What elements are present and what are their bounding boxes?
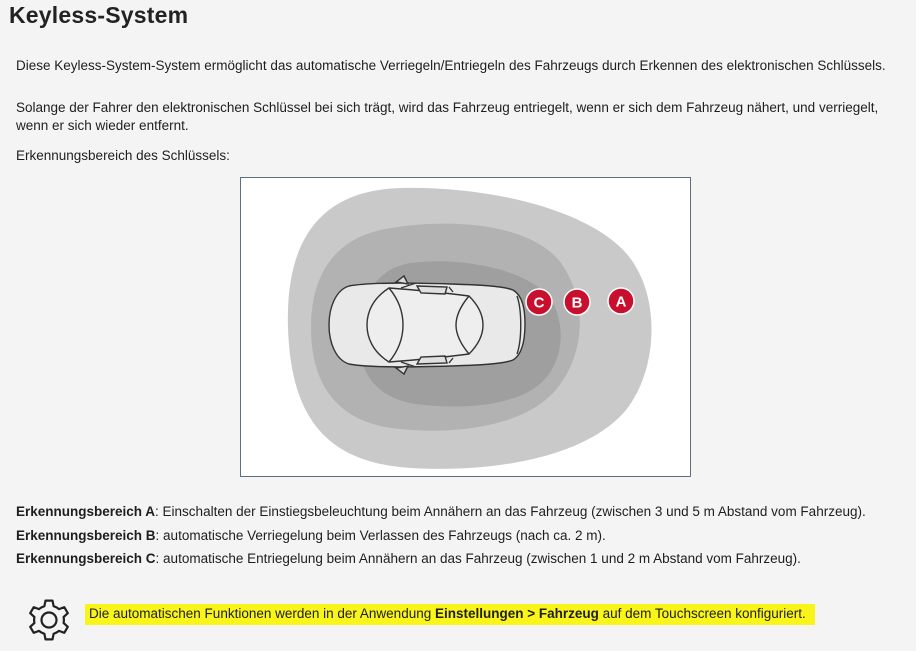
- detection-heading: Erkennungsbereich des Schlüssels:: [16, 148, 230, 163]
- intro-paragraph-2: Solange der Fahrer den elektronischen Schlüssel bei sich trägt, wird das Fahrzeug entriegelt, wenn er sich dem Fahrzeug nähert, und verriegelt, wenn er sich wieder entfernt.: [16, 100, 879, 133]
- zone-marker-b: [564, 289, 590, 315]
- settings-path: Einstellungen > Fahrzeug: [434, 606, 599, 621]
- zone-a-description: [16, 503, 911, 521]
- car-top-view: [329, 276, 525, 374]
- gear-icon: [25, 596, 73, 644]
- settings-note: [85, 604, 815, 625]
- zone-marker-c-label: C: [533, 294, 545, 312]
- zone-a-text: : Einschalten der Einstiegsbeleuchtung beim Annähern an das Fahrzeug (zwischen 3 und 5 m Abstand vom Fahrzeug).: [155, 504, 866, 519]
- zone-marker-a: [608, 288, 634, 314]
- zone-marker-c: [526, 289, 552, 315]
- note-text-before: Die automatischen Funktionen werden in der Anwendung: [89, 606, 435, 621]
- zone-b-text: : automatische Verriegelung beim Verlassen des Fahrzeugs (nach ca. 2 m).: [155, 528, 606, 543]
- zone-b-description: [16, 527, 911, 545]
- zone-marker-a-label: A: [615, 293, 627, 311]
- keyless-detection-diagram: [240, 177, 691, 477]
- zone-b-label: Erkennungsbereich B: [16, 528, 156, 543]
- intro-paragraph-1: Diese Keyless-System-System ermöglicht das automatische Verriegeln/Entriegeln des Fahrzeugs durch Erkennen des elektronischen Schlüssels.: [16, 58, 886, 73]
- zone-c-description: [16, 550, 911, 568]
- note-text-after: auf dem Touchscreen konfiguriert.: [598, 606, 806, 621]
- zone-a-label: Erkennungsbereich A: [16, 504, 156, 519]
- detection-zones-illustration: [241, 178, 689, 475]
- page-title: Keyless-System: [9, 2, 189, 28]
- zone-c-label: Erkennungsbereich C: [16, 551, 156, 566]
- zone-marker-b-label: B: [571, 294, 583, 312]
- zone-c-text: : automatische Entriegelung beim Annähern an das Fahrzeug (zwischen 1 und 2 m Abstand vom Fahrzeug).: [155, 551, 801, 566]
